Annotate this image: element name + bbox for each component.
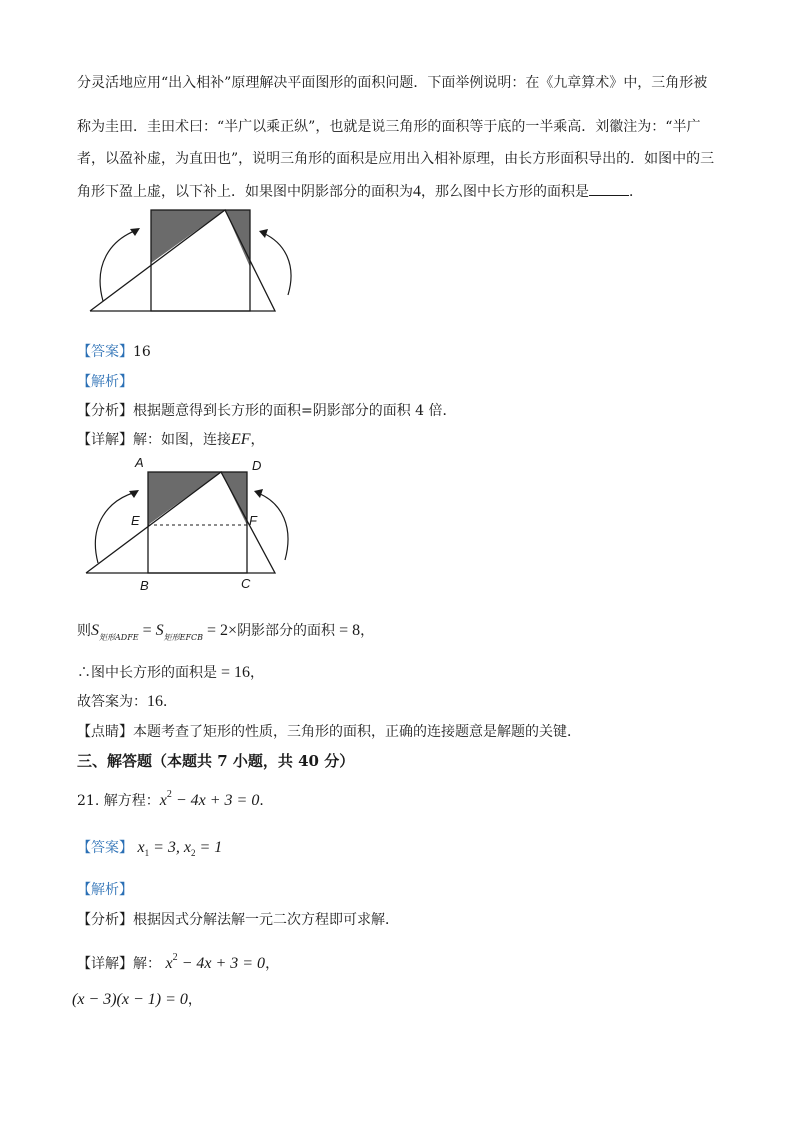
fenxi-text: 根据题意得到长方形的面积=阴影部分的面积 4 倍．: [133, 403, 457, 419]
dianjing-text: 本题考查了矩形的性质，三角形的面积，正确的连接题意是解题的关键．: [133, 724, 581, 740]
area-subscript-1: 矩形ADFE: [99, 633, 139, 642]
arrow-right-head: [254, 489, 263, 498]
factor-end: ，: [187, 992, 202, 1008]
step-1: [77, 621, 374, 648]
intro-line-1: [77, 73, 707, 93]
label-c: C: [241, 576, 251, 591]
factored-equation: (x − 3)(x − 1) = 0: [72, 991, 188, 1008]
area-symbol-1: S: [91, 622, 99, 639]
step1-text: 阴影部分的面积: [237, 623, 336, 639]
q21-equation: − 4x + 3 = 0: [171, 792, 260, 809]
book-title: 《九章算术》: [539, 75, 624, 91]
root-tail: = 1: [195, 839, 223, 856]
area-subscript-2: 矩形EFCB: [163, 633, 204, 642]
times-two: = 2×: [203, 622, 238, 639]
intro-line-2: 称为圭田．圭田术曰：“半广以乘正纵”，也就是说三角形的面积等于底的一半乘高．刘徽注为：“半广: [77, 119, 701, 135]
intro-text-b: 中，三角形被: [623, 75, 708, 91]
detail-line: [77, 430, 265, 450]
arrow-right-curve: [263, 233, 291, 295]
analysis-line: [77, 401, 457, 421]
shaded-area-value: 4: [413, 183, 421, 200]
eq-power: 2: [172, 952, 178, 963]
step2-end: ，: [250, 665, 265, 681]
xiangjie-tag: 【详解】: [77, 432, 133, 448]
equals: =: [138, 622, 156, 639]
label-f: F: [249, 513, 257, 528]
figure-2-diagram: [78, 455, 308, 595]
fenxi21-text: 根据因式分解法解一元二次方程即可求解．: [133, 912, 399, 928]
dianjing-tag: 【点睛】: [77, 724, 133, 740]
step3-end: ．: [163, 694, 177, 710]
xiangjie21-text: 解：: [133, 956, 161, 972]
intro-line-4: [77, 181, 643, 202]
label-a: A: [135, 455, 144, 470]
section-heading: 三、解答题（本题共 7 小题，共 40 分）: [77, 752, 355, 770]
step3-value: 16: [147, 693, 163, 710]
root-sub-2: 2: [190, 848, 196, 858]
answer-blank: [589, 181, 629, 196]
q21-power: 2: [166, 789, 172, 800]
root-mid: = 3, x: [149, 839, 191, 856]
analysis-tag: 【解析】: [77, 374, 133, 390]
step2-pre: ∴图中长方形的面积是: [77, 665, 217, 681]
step2-value: = 16: [217, 664, 251, 681]
step1-value: = 8: [335, 622, 361, 639]
eq-var: x: [165, 955, 173, 972]
label-e: E: [131, 513, 140, 528]
q21-label: 21. 解方程：: [77, 793, 160, 809]
xiangjie-text: 解：如图，连接: [133, 432, 231, 448]
q-end: ．: [629, 184, 643, 200]
answer-line: [77, 342, 151, 362]
arrow-left-curve: [95, 492, 136, 563]
analysis21-line: [77, 910, 399, 930]
fenxi-tag: 【分析】: [77, 403, 133, 419]
q-text-b: ，那么图中长方形的面积是: [421, 184, 589, 200]
label-b: B: [140, 578, 149, 593]
answer-tag: 【答案】: [77, 344, 133, 360]
analysis21-tag: 【解析】: [77, 882, 133, 898]
figure-1-diagram: [85, 205, 305, 320]
q21-var: x: [159, 792, 167, 809]
eq-end: ，: [265, 956, 280, 972]
step1-end: ，: [360, 623, 375, 639]
q-text: 角形下盈上虚，以下补上．如果图中阴影部分的面积为: [77, 184, 413, 200]
intro-line-3: 者，以盈补虚，为直田也”，说明三角形的面积是应用出入相补原理，由长方形面积导出的．如图中的三: [77, 151, 715, 167]
eq-rest: − 4x + 3 = 0: [177, 955, 266, 972]
xiangjie21-tag: 【详解】: [77, 956, 133, 972]
label-d: D: [252, 458, 262, 473]
answer-value: 16: [133, 344, 151, 360]
answer21-tag: 【答案】: [77, 840, 133, 856]
segment-ef: EF: [231, 431, 251, 448]
arrow-right-head: [259, 229, 268, 238]
answer-21: [77, 838, 222, 863]
intro-text-a: 分灵活地应用“出入相补”原理解决平面图形的面积问题．下面举例说明：在: [77, 75, 540, 91]
dianjing-line: [77, 722, 581, 742]
question-21: [77, 785, 273, 811]
area-symbol-2: S: [155, 622, 164, 639]
root-var-1: x: [137, 839, 145, 856]
detail21-line: [77, 948, 279, 974]
fenxi21-tag: 【分析】: [77, 912, 133, 928]
step3-pre: 故答案为：: [77, 694, 147, 710]
xiangjie-end: ，: [250, 432, 265, 448]
q21-end: ．: [259, 793, 274, 809]
step-2: [77, 663, 264, 683]
step-3: [77, 692, 177, 712]
root-sub-1: 1: [144, 848, 150, 858]
factor-line: [72, 990, 202, 1010]
step1-pre: 则: [77, 623, 91, 639]
